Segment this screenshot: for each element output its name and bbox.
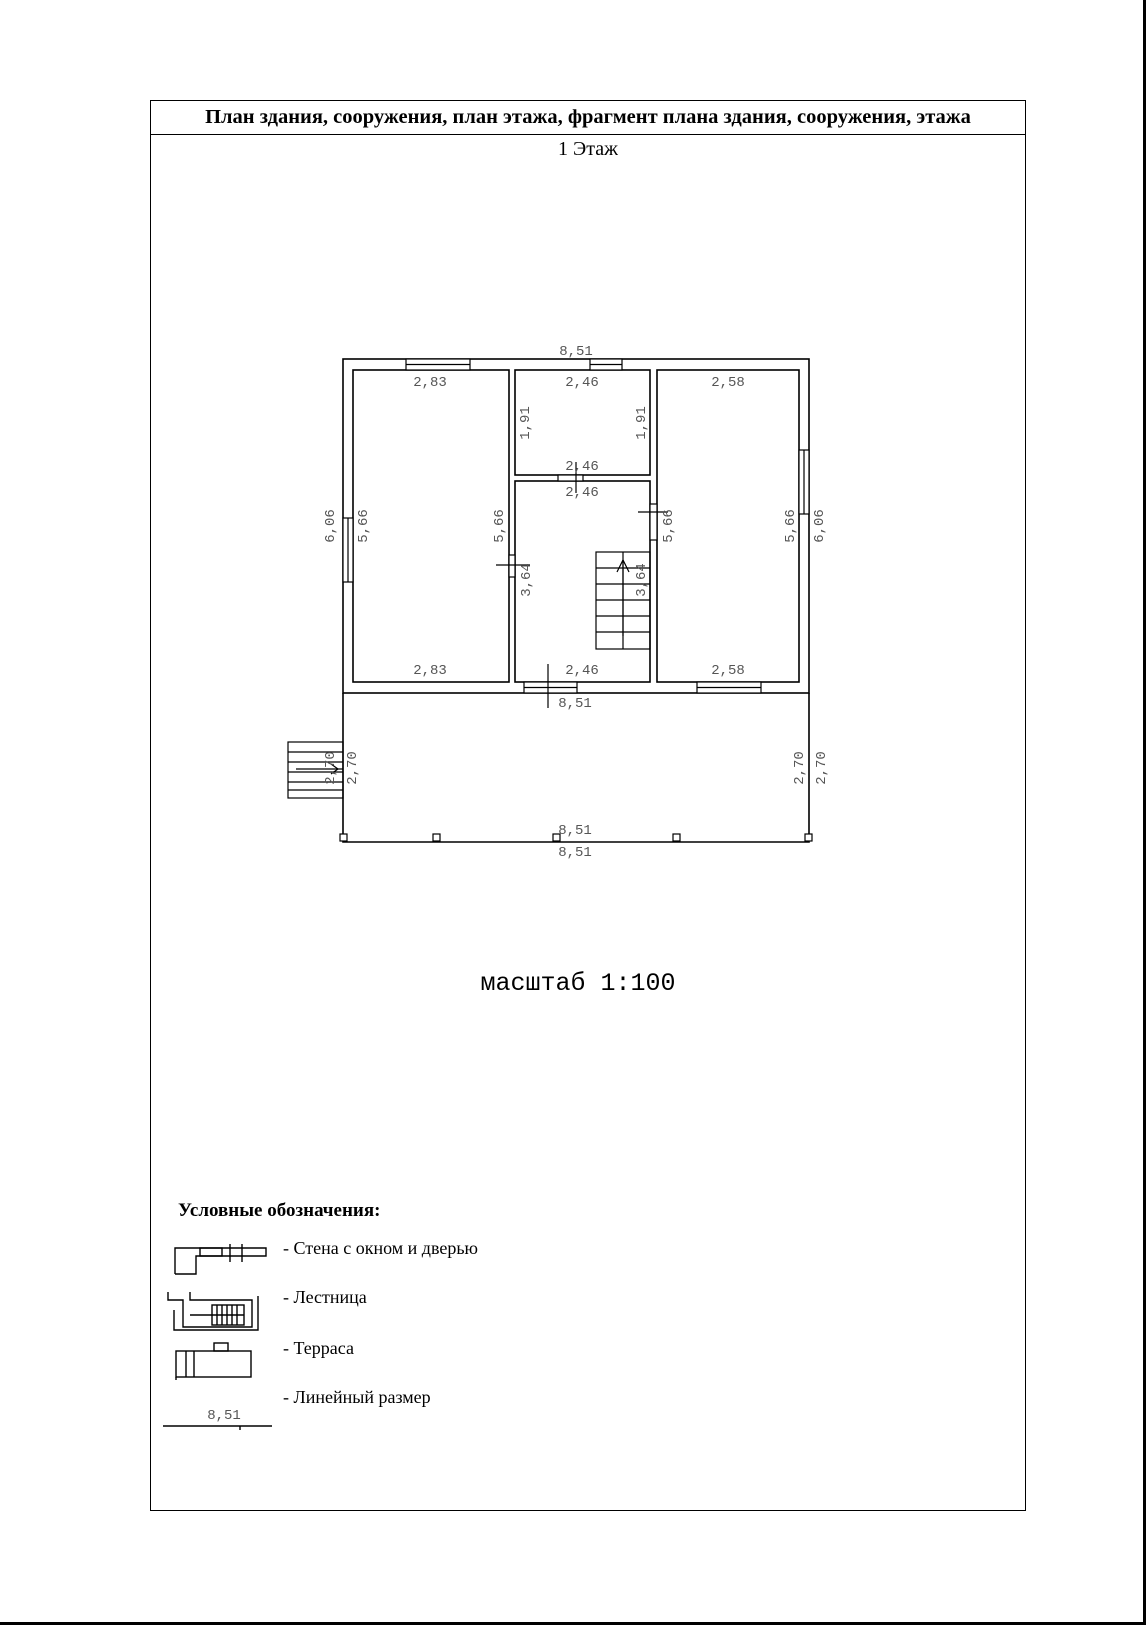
legend-item-dimension: - Линейный размер	[283, 1387, 431, 1407]
dim-left-room-bottom: 2,83	[413, 663, 447, 679]
dim-terrace-left-outer: 2,70	[345, 751, 361, 785]
dim-hall-top: 2,46	[565, 485, 599, 501]
dim-hall-left: 3,64	[519, 563, 535, 597]
dim-left-room-top: 2,83	[413, 375, 447, 391]
legend-title: Условные обозначения:	[178, 1200, 381, 1221]
legend-item-wall: - Стена с окном и дверью	[283, 1238, 478, 1258]
dim-left-inner: 5,66	[356, 509, 372, 543]
floor-label: 1 Этаж	[558, 138, 618, 160]
dim-terrace-bottom-outer: 8,51	[558, 845, 592, 861]
legend-stair-symbol	[168, 1292, 258, 1330]
dim-stair: 3,64	[634, 563, 650, 597]
dim-small-room-left: 1,91	[518, 406, 534, 440]
dim-terrace-bottom-inner: 8,51	[558, 823, 592, 839]
dim-right-room-bottom: 2,58	[711, 663, 745, 679]
room-left	[353, 370, 509, 682]
dim-left-outer: 6,06	[323, 509, 339, 543]
dim-bottom-overall: 8,51	[558, 696, 592, 712]
dim-top-overall: 8,51	[559, 344, 593, 360]
windows	[343, 359, 809, 693]
dim-small-room-right: 1,91	[634, 406, 650, 440]
dim-terrace-right-outer: 2,70	[814, 751, 830, 785]
scale-label: масштаб 1:100	[480, 969, 676, 998]
dim-right-outer: 6,06	[812, 509, 828, 543]
dim-terrace-right-inner: 2,70	[792, 751, 808, 785]
legend-dimension-sample: 8,51	[207, 1408, 241, 1424]
house-outer-wall	[343, 359, 809, 693]
sheet-title: План здания, сооружения, план этажа, фрагмент плана здания, сооружения, этажа	[151, 101, 1025, 135]
dim-right-room-left: 5,66	[661, 509, 677, 543]
legend-item-stair: - Лестница	[283, 1287, 367, 1307]
dim-right-room-right: 5,66	[783, 509, 799, 543]
dim-hall-bottom: 2,46	[565, 663, 599, 679]
room-right	[657, 370, 799, 682]
room-hall	[515, 481, 650, 682]
dim-small-room-top: 2,46	[565, 375, 599, 391]
legend-terrace-symbol	[176, 1343, 251, 1380]
dim-left-room-right: 5,66	[492, 509, 508, 543]
legend-item-terrace: - Терраса	[283, 1338, 354, 1358]
legend-dimension-symbol	[163, 1426, 272, 1430]
dim-terrace-left-inner: 2,70	[323, 751, 339, 785]
dim-right-room-top: 2,58	[711, 375, 745, 391]
terrace-outline	[343, 693, 809, 842]
legend-wall-symbol	[175, 1244, 266, 1274]
dim-small-room-bottom: 2,46	[565, 459, 599, 475]
